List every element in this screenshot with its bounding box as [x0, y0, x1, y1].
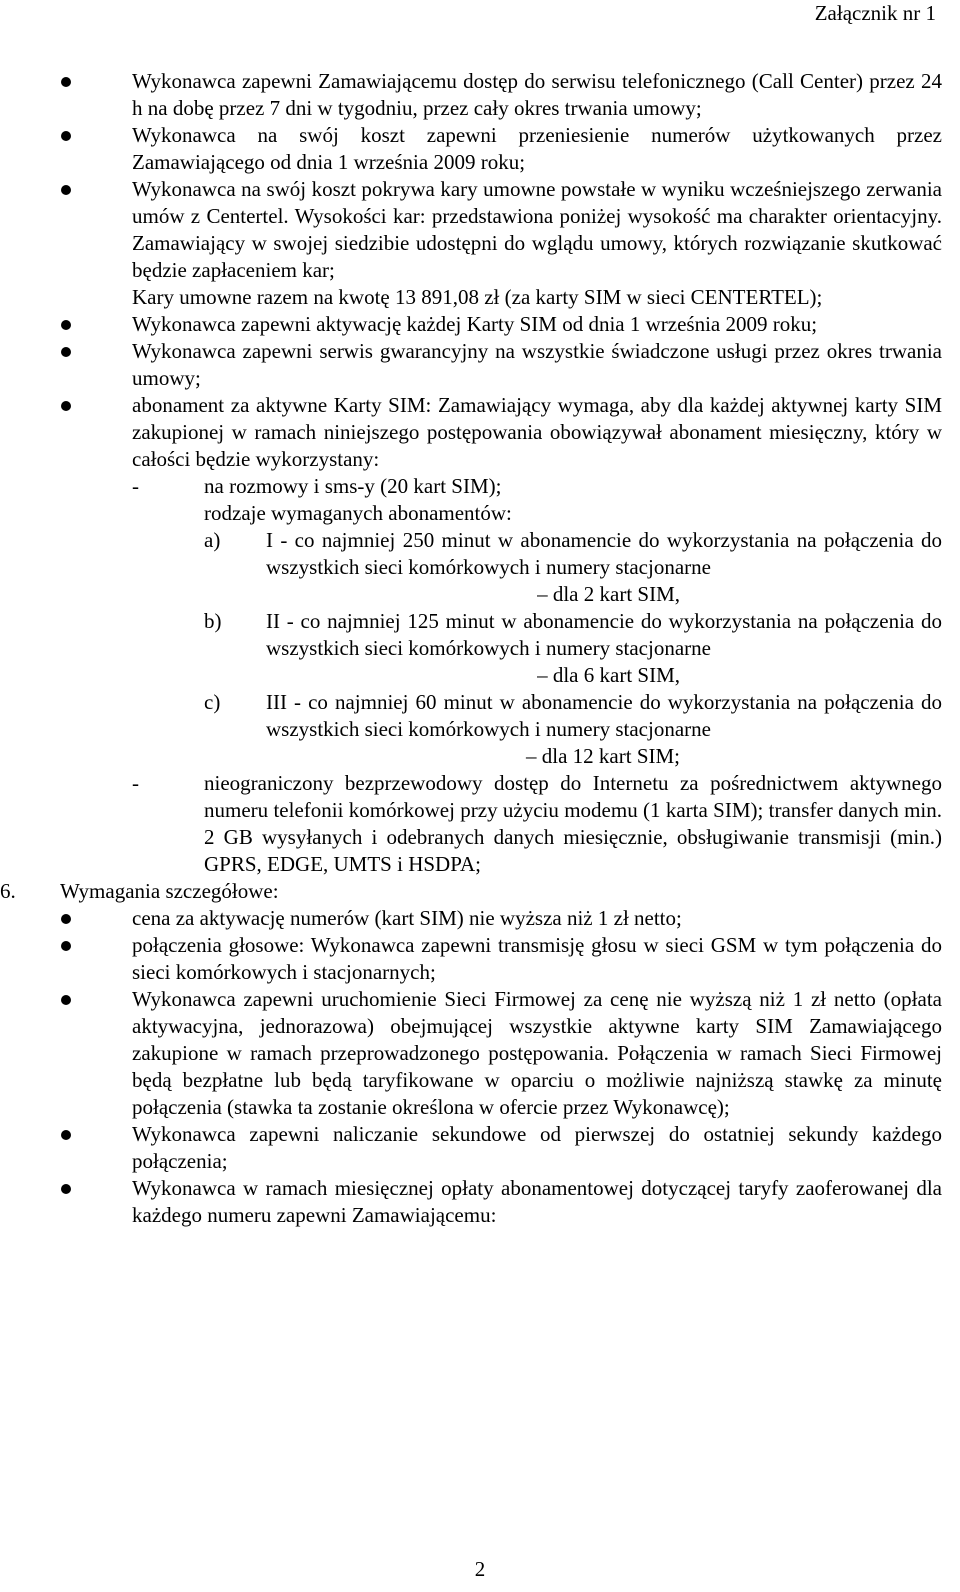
dash-item-text: nieograniczony bezprzewodowy dostęp do Internetu za pośrednictwem aktywnego numeru telefonii komórkowej przy użyciu modemu (1 karta SIM); transfer danych min. 2 GB wysyłanych i odebranych danych miesięcznie, obsługiwanie transmisji (min.) GPRS, EDGE, UMTS i HSDPA;: [204, 771, 942, 876]
section-title: Wymagania szczegółowe:: [60, 879, 279, 903]
document-body: [0, 68, 960, 1229]
sub-item-letter: a): [204, 528, 221, 552]
list-item: [0, 932, 960, 986]
list-item-text: Wykonawca zapewni serwis gwarancyjny na wszystkie świadczone usługi przez okres trwania umowy;: [132, 339, 942, 390]
sub-item-tail: [0, 743, 960, 770]
bullet-icon: [61, 131, 71, 141]
subscription-types-text: rodzaje wymaganych abonamentów:: [204, 501, 512, 525]
sub-item-tail-text: – dla 2 kart SIM,: [537, 582, 680, 606]
sub-item: [0, 527, 960, 581]
list-item-text: Wykonawca w ramach miesięcznej opłaty abonamentowej dotyczącej taryfy zaoferowanej dla każdego numeru zapewni Zamawiającemu:: [132, 1176, 942, 1227]
bullet-icon: [61, 914, 71, 924]
dash-marker: -: [132, 474, 139, 498]
list-item-text: cena za aktywację numerów (kart SIM) nie wyższa niż 1 zł netto;: [132, 906, 682, 930]
list-item: [0, 392, 960, 473]
bullet-icon: [61, 401, 71, 411]
sub-item-tail-text: – dla 6 kart SIM,: [537, 663, 680, 687]
attachment-label: Załącznik nr 1: [814, 1, 936, 25]
list-item: [0, 311, 960, 338]
page-number: 2: [474, 1557, 486, 1581]
section-heading: [0, 878, 960, 905]
list-item: [0, 122, 960, 176]
list-item-text: Wykonawca zapewni Zamawiającemu dostęp do serwisu telefonicznego (Call Center) przez 24 h na dobę przez 7 dni w tygodniu, przez cały okres trwania umowy;: [132, 69, 942, 120]
bullet-icon: [61, 995, 71, 1005]
list-item-text: Wykonawca zapewni naliczanie sekundowe od pierwszej do ostatniej sekundy każdego połączenia;: [132, 1122, 942, 1173]
sub-item-text: II - co najmniej 125 minut w abonamencie do wykorzystania na połączenia do wszystkich sieci komórkowych i numery stacjonarne: [266, 609, 942, 660]
list-item: [0, 1175, 960, 1229]
bullet-icon: [61, 185, 71, 195]
list-item-continuation: [0, 284, 960, 311]
dash-marker: -: [132, 771, 139, 795]
list-item: [0, 68, 960, 122]
list-item-text: Wykonawca na swój koszt zapewni przeniesienie numerów użytkowanych przez Zamawiającego od dnia 1 września 2009 roku;: [132, 123, 942, 174]
sub-item-text: I - co najmniej 250 minut w abonamencie do wykorzystania na połączenia do wszystkich sieci komórkowych i numery stacjonarne: [266, 528, 942, 579]
list-item: [0, 986, 960, 1121]
list-item: [0, 338, 960, 392]
list-item-text: abonament za aktywne Karty SIM: Zamawiający wymaga, aby dla każdej aktywnej karty SIM zakupionej w ramach niniejszego postępowania obowiązywał abonament miesięczny, który w całości będzie wykorzystany:: [132, 393, 942, 471]
sub-item-text: III - co najmniej 60 minut w abonamencie do wykorzystania na połączenia do wszystkich sieci komórkowych i numery stacjonarne: [266, 690, 942, 741]
bullet-icon: [61, 1184, 71, 1194]
subscription-types-heading: [0, 500, 960, 527]
list-item: [0, 905, 960, 932]
sub-item: [0, 608, 960, 662]
section-number: 6.: [0, 879, 16, 903]
list-item-text: połączenia głosowe: Wykonawca zapewni transmisję głosu w sieci GSM w tym połączenia do sieci komórkowych i stacjonarnych;: [132, 933, 942, 984]
dash-item-text: na rozmowy i sms-y (20 kart SIM);: [204, 474, 502, 498]
sub-item-letter: c): [204, 690, 221, 714]
sub-item-tail: [0, 662, 960, 689]
bullet-icon: [61, 941, 71, 951]
bullet-icon: [61, 77, 71, 87]
list-item-text: Wykonawca zapewni aktywację każdej Karty SIM od dnia 1 września 2009 roku;: [132, 312, 818, 336]
bullet-icon: [61, 320, 71, 330]
sub-item-tail: [0, 581, 960, 608]
sub-item-letter: b): [204, 609, 222, 633]
list-item-text: Wykonawca zapewni uruchomienie Sieci Firmowej za cenę nie wyższą niż 1 zł netto (opłata aktywacyjna, jednorazowa) obejmującej wszystkie aktywne karty SIM Zamawiającego zakupione w ramach przeprowadzonego postępowania. Połączenia w ramach Sieci Firmowej będą bezpłatne lub będą taryfikowane w oparciu o możliwie najniższą stawkę za minutę połączenia (stawka ta zostanie określona w ofercie przez Wykonawcę);: [132, 987, 942, 1119]
dash-item: [0, 770, 960, 878]
bullet-icon: [61, 347, 71, 357]
sub-item-tail-text: – dla 12 kart SIM;: [526, 744, 680, 768]
list-item: [0, 1121, 960, 1175]
list-item-text: Kary umowne razem na kwotę 13 891,08 zł (za karty SIM w sieci CENTERTEL);: [132, 285, 823, 309]
bullet-icon: [61, 1130, 71, 1140]
sub-item: [0, 689, 960, 743]
list-item: [0, 176, 960, 284]
list-item-text: Wykonawca na swój koszt pokrywa kary umowne powstałe w wyniku wcześniejszego zerwania umów z Centertel. Wysokości kar: przedstawiona poniżej wysokość ma charakter orientacyjny. Zamawiający w swojej siedzibie udostępni do wglądu umowy, których rozwiązanie skutkować będzie zapłaceniem kar;: [132, 177, 942, 282]
dash-item: [0, 473, 960, 500]
